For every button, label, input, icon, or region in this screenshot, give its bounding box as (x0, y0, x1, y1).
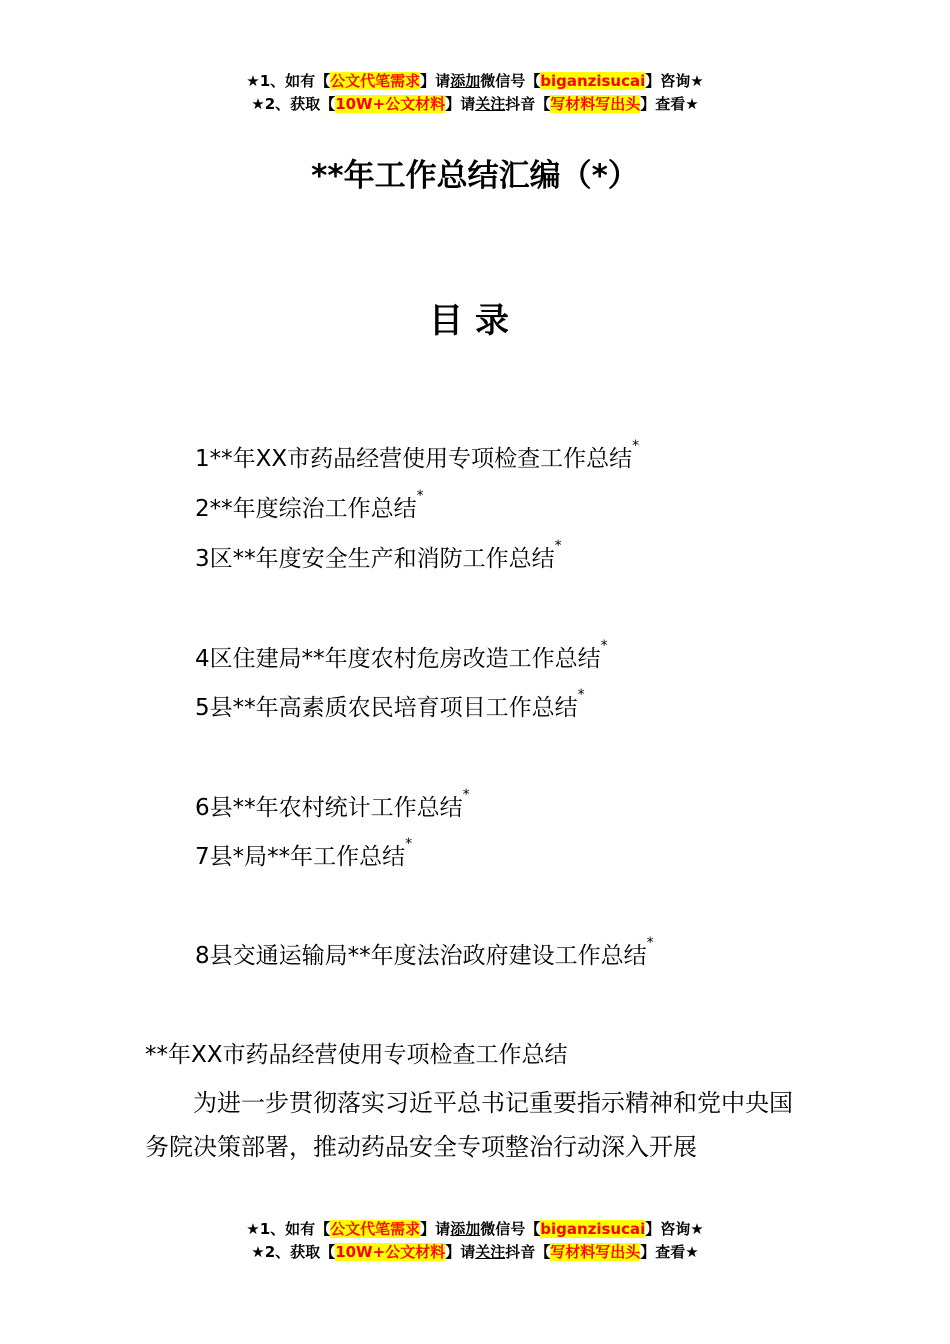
toc-item[interactable]: 3区**年度安全生产和消防工作总结* (195, 538, 562, 572)
section-title: **年XX市药品经营使用专项检查工作总结 (145, 1042, 568, 1068)
toc-heading: 目录 (429, 301, 521, 341)
toc-item[interactable]: 5县**年高素质农民培育项目工作总结* (195, 687, 585, 721)
toc-item[interactable]: 6县**年农村统计工作总结* (195, 787, 470, 821)
promo-banner-bottom (0, 1218, 950, 1264)
toc-item[interactable]: 2**年度综治工作总结* (195, 488, 424, 522)
promo-line-2: ★2、获取【10W+公文材料】请关注抖音【写材料写出头】查看★ (251, 95, 699, 113)
toc-item[interactable]: 4区住建局**年度农村危房改造工作总结* (195, 638, 608, 672)
promo-line-1: ★1、如有【公文代笔需求】请添加微信号【biganzisucai】咨询★ (246, 72, 704, 90)
body-paragraph: 为进一步贯彻落实习近平总书记重要指示精神和党中央国务院决策部署，推动药品安全专项整治行动深入开展 (145, 1089, 793, 1161)
document-title: **年工作总结汇编（*） (311, 158, 639, 194)
promo-line-1: ★1、如有【公文代笔需求】请添加微信号【biganzisucai】咨询★ (246, 1220, 704, 1238)
toc-item[interactable]: 7县*局**年工作总结* (195, 836, 413, 870)
promo-banner-top (0, 70, 950, 116)
toc-item[interactable]: 8县交通运输局**年度法治政府建设工作总结* (195, 935, 654, 969)
toc-item[interactable]: 1**年XX市药品经营使用专项检查工作总结* (195, 438, 640, 472)
promo-line-2: ★2、获取【10W+公文材料】请关注抖音【写材料写出头】查看★ (251, 1243, 699, 1261)
